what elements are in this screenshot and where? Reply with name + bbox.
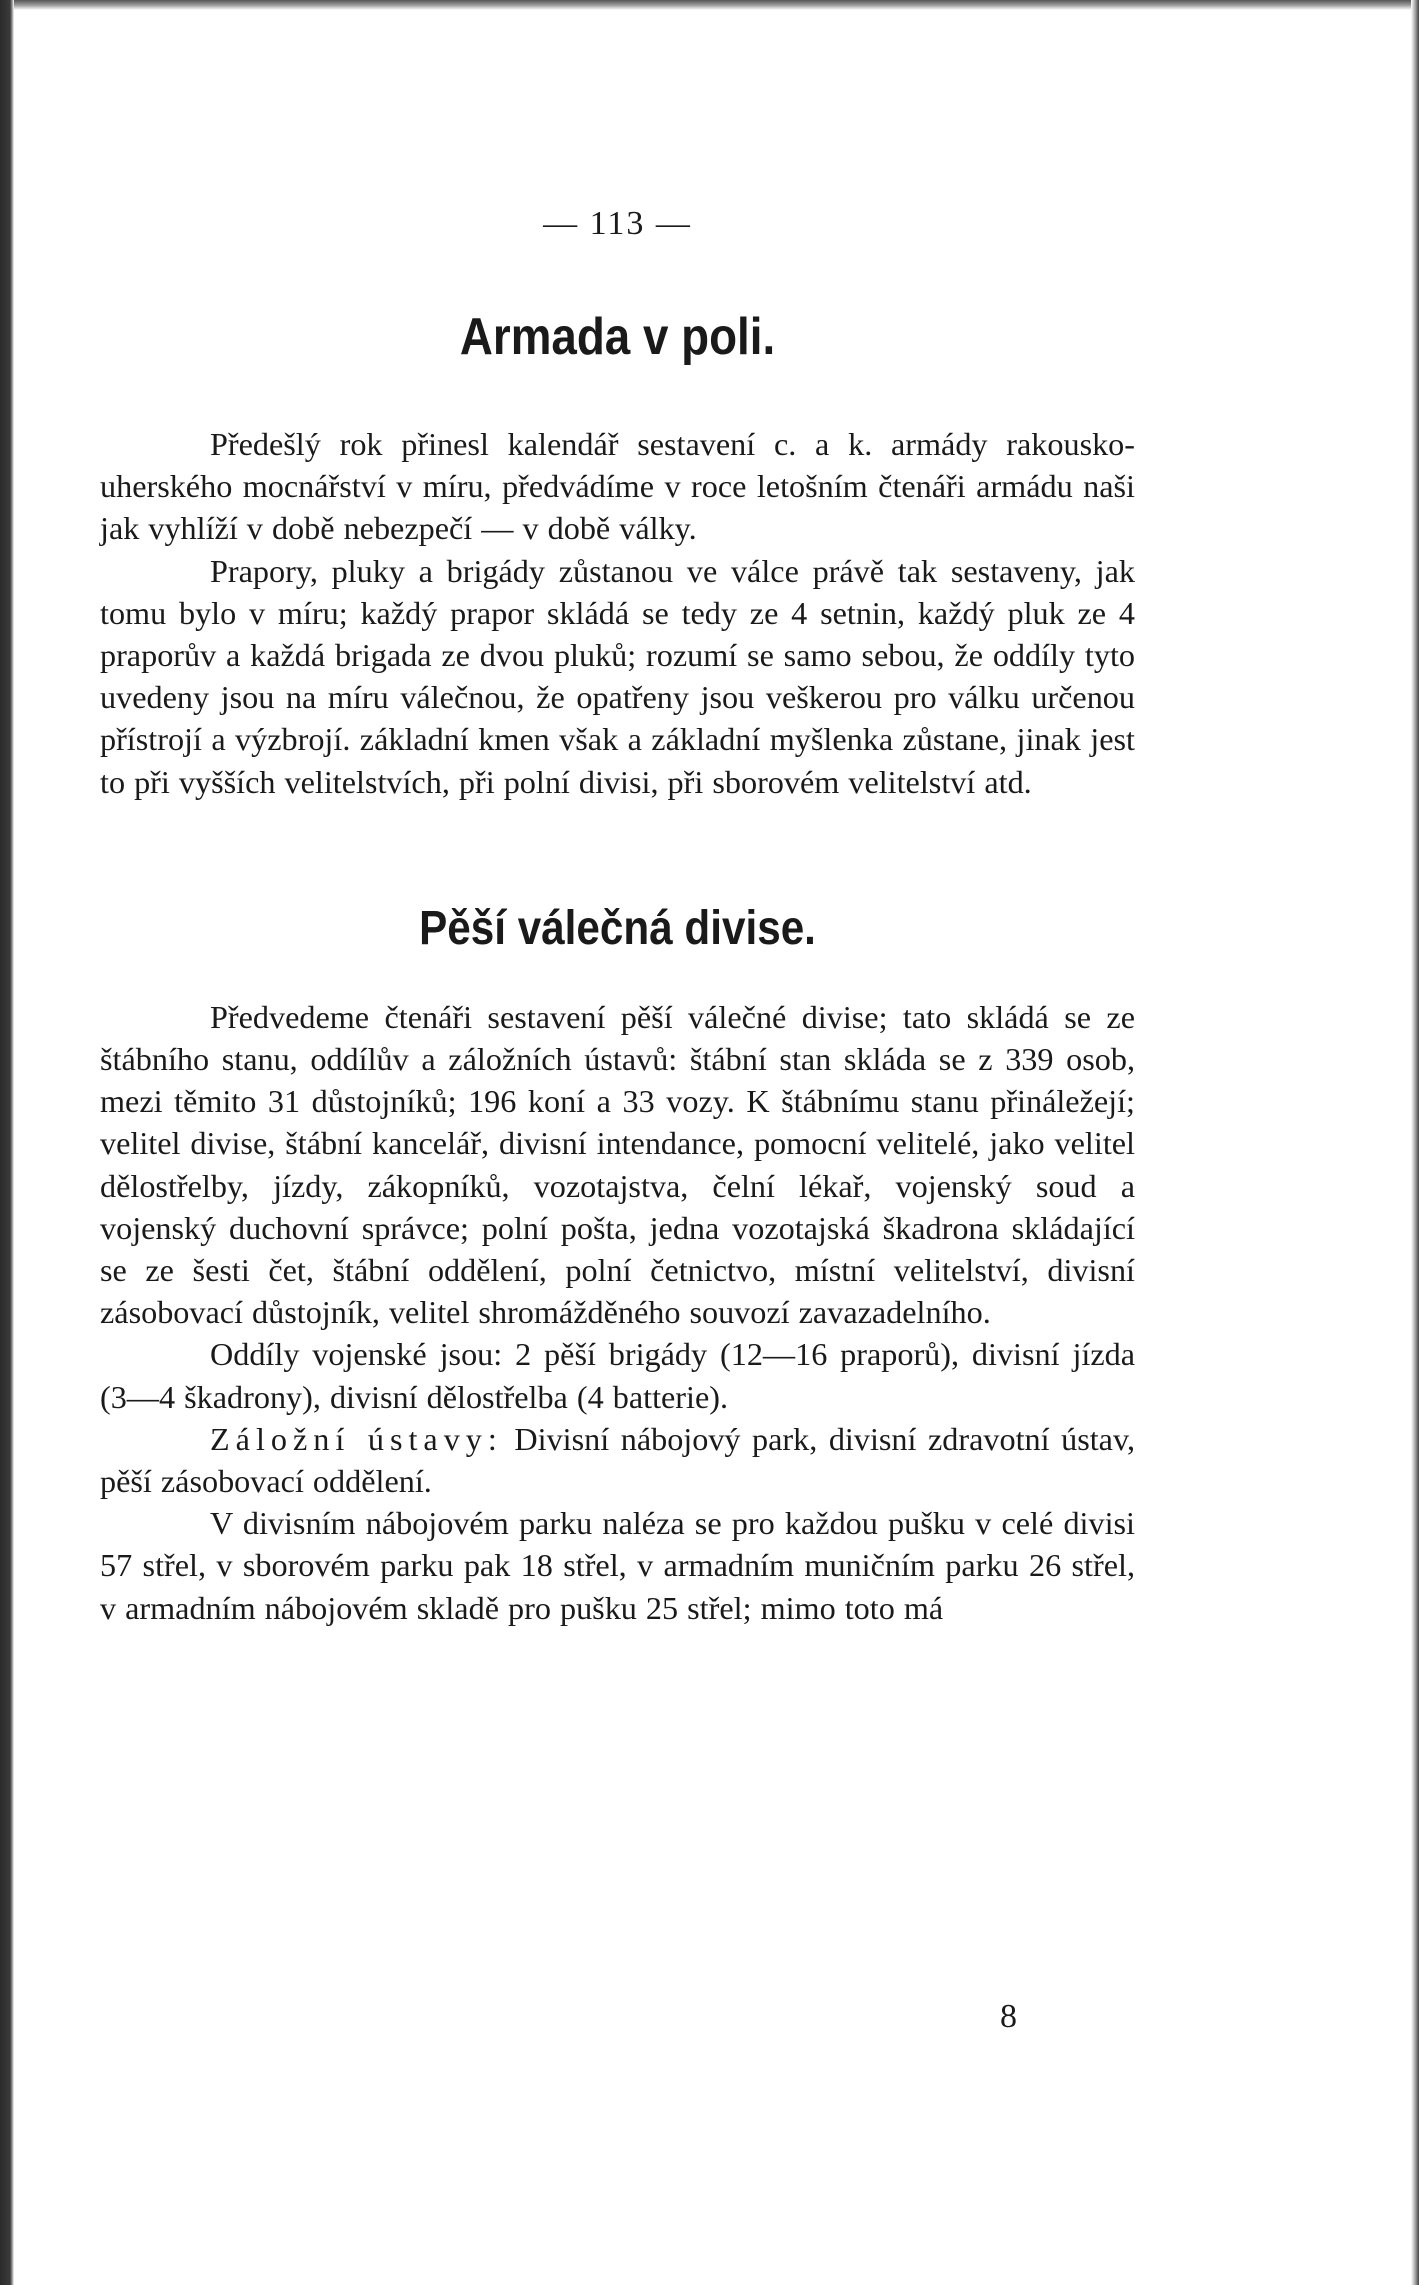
- paragraph-units: Oddíly vojenské jsou: 2 pěší brigády (12—16 praporů), divisní jízda (3—4 škadrony), divisní dělostřelba (4 batterie).: [100, 1336, 1135, 1415]
- section-title-divise: Pěší válečná divise.: [419, 901, 816, 955]
- book-binding-edge: [0, 0, 14, 2285]
- signature-mark: 8: [1000, 1998, 1017, 2035]
- paragraph-reserve: [100, 1418, 1135, 1502]
- page-right-edge: [1411, 0, 1419, 2285]
- paragraph-battalions: Prapory, pluky a brigády zůstanou ve válce právě tak sestaveny, jak tomu bylo v míru; každý prapor skládá se tedy ze 4 setnin, každý pluk ze 4 praporův a každá brigada ze dvou pluků; rozumí se samo sebou, že oddíly tyto uvedeny jsou na míru válečnou, že opatřeny jsou veškerou pro válku určenou přístrojí a výzbrojí. základní kmen však a základní myšlenka zůstane, jinak jest to při vyšších velitelstvích, při polní divisi, při sborovém velitelství atd.: [100, 552, 1135, 800]
- page-body: [100, 205, 1135, 1629]
- paragraph-intro: Předešlý rok přinesl kalendář sestavení c. a k. armády rakousko-uherského mocnářství v míru, předvádíme v roce letošním čtenáři armádu naši jak vyhlíží v době nebezpečí — v době války.: [100, 426, 1135, 547]
- section-title-armada: Armada v poli.: [459, 308, 776, 366]
- paragraph-staff: Předvedeme čtenáři sestavení pěší válečné divise; tato skládá se ze štábního stanu, oddílův a záložních ústavů: štábní stan skláda se z 339 osob, mezi těmito 31 důstojníků; 196 koní a 33 vozy. K štábnímu stanu přináležejí; velitel divise, štábní kancelář, divisní intendance, pomocní velitelé, jako velitel dělostřelby, jízdy, zákopníků, vozotajstva, čelní lékař, vojenský soud a vojenský duchovní správce; polní pošta, jedna vozotajská škadrona skládající se ze šesti čet, štábní oddělení, polní četnictvo, místní velitelství, divisní zásobovací důstojník, velitel shromážděného souvozí zavazadelního.: [100, 998, 1135, 1331]
- page-top-edge: [0, 0, 1419, 10]
- reserve-lead-spaced: Záložní ústavy:: [210, 1420, 503, 1457]
- page-number: — 113 —: [543, 205, 692, 242]
- paragraph-ammunition: V divisním nábojovém parku naléza se pro každou pušku v celé divisi 57 střel, v sborovém parku pak 18 střel, v armadním muničním parku 26 střel, v armadním nábojovém skladě pro pušku 25 střel; mimo toto má: [100, 1505, 1135, 1626]
- reserve-text: Divisní nábojový park, divisní zdravotní ústav, pěší zásobovací oddělení.: [100, 1420, 1136, 1500]
